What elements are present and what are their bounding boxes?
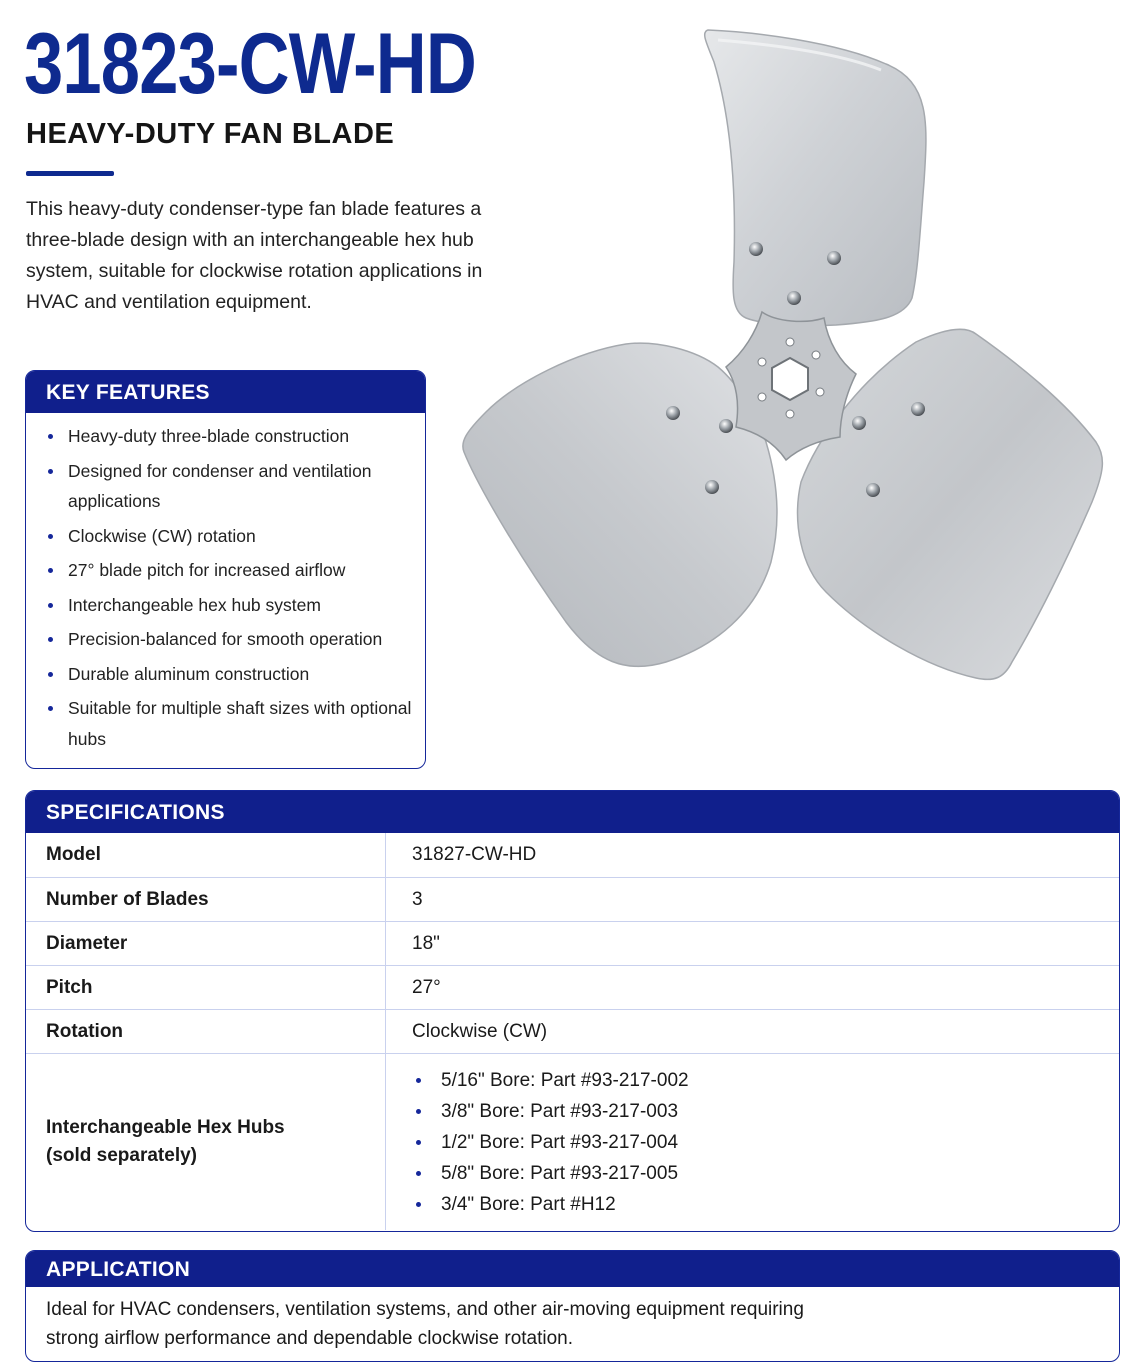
feature-item: 27° blade pitch for increased airflow (26, 555, 425, 586)
product-description: This heavy-duty condenser-type fan blade features a three-blade design with an interchangeable hex hub system, suitable for clockwise rotation applications in HVAC and ventilation equipment. (26, 198, 483, 313)
spec-row-pitch (26, 966, 1119, 1010)
spec-row-diameter (26, 922, 1119, 966)
spec-value: 31827-CW-HD (412, 844, 537, 865)
application-heading: APPLICATION (26, 1251, 1119, 1287)
spec-value: 18" (412, 932, 440, 954)
key-features-list (26, 413, 425, 754)
feature-item: Heavy-duty three-blade construction (26, 421, 425, 452)
spec-label: Pitch (26, 966, 386, 1009)
specifications-heading: SPECIFICATIONS (26, 791, 1119, 833)
title-underline (26, 171, 114, 176)
spec-label: Rotation (26, 1010, 386, 1053)
hub-part-item: 3/4" Bore: Part #H12 (412, 1189, 689, 1220)
hub-part-item: 5/16" Bore: Part #93-217-002 (412, 1065, 689, 1096)
hubs-label-line2: (sold separately) (46, 1145, 197, 1166)
spec-value: 27° (412, 976, 441, 998)
hub-part-item: 1/2" Bore: Part #93-217-004 (412, 1127, 689, 1158)
spec-label: Model (26, 833, 386, 877)
spec-label: Number of Blades (26, 878, 386, 921)
feature-item: Suitable for multiple shaft sizes with optional hubs (26, 693, 425, 754)
spec-value-hubs (386, 1054, 1119, 1230)
spec-label: Diameter (26, 922, 386, 965)
spec-row-model (26, 833, 1119, 878)
key-features-panel (25, 370, 426, 769)
application-text: Ideal for HVAC condensers, ventilation systems, and other air-moving equipment requiring strong airflow performance and dependable clockwise rotation. (46, 1299, 804, 1349)
product-subtitle: HEAVY-DUTY FAN BLADE (26, 118, 395, 150)
spec-value: Clockwise (CW) (412, 1020, 548, 1042)
feature-item: Designed for condenser and ventilation applications (26, 456, 425, 517)
specifications-panel (25, 790, 1120, 1232)
key-features-heading: KEY FEATURES (26, 371, 425, 413)
hub-part-item: 5/8" Bore: Part #93-217-005 (412, 1158, 689, 1189)
product-model-title: 31823-CW-HD (24, 16, 476, 112)
spec-value: 3 (412, 888, 423, 910)
feature-item: Clockwise (CW) rotation (26, 521, 425, 552)
blade-top (705, 30, 926, 326)
feature-item: Interchangeable hex hub system (26, 590, 425, 621)
feature-item: Precision-balanced for smooth operation (26, 624, 425, 655)
blade-left (463, 343, 777, 666)
spec-row-hubs (26, 1054, 1119, 1230)
spec-row-blades (26, 878, 1119, 922)
application-panel (25, 1250, 1120, 1362)
spec-row-rotation (26, 1010, 1119, 1054)
hub-parts-list (412, 1065, 689, 1220)
feature-item: Durable aluminum construction (26, 659, 425, 690)
hub-part-item: 3/8" Bore: Part #93-217-003 (412, 1096, 689, 1127)
spec-label-hubs (26, 1054, 386, 1230)
fan-blade-image (456, 22, 1136, 690)
hubs-label-line1: Interchangeable Hex Hubs (46, 1117, 285, 1138)
